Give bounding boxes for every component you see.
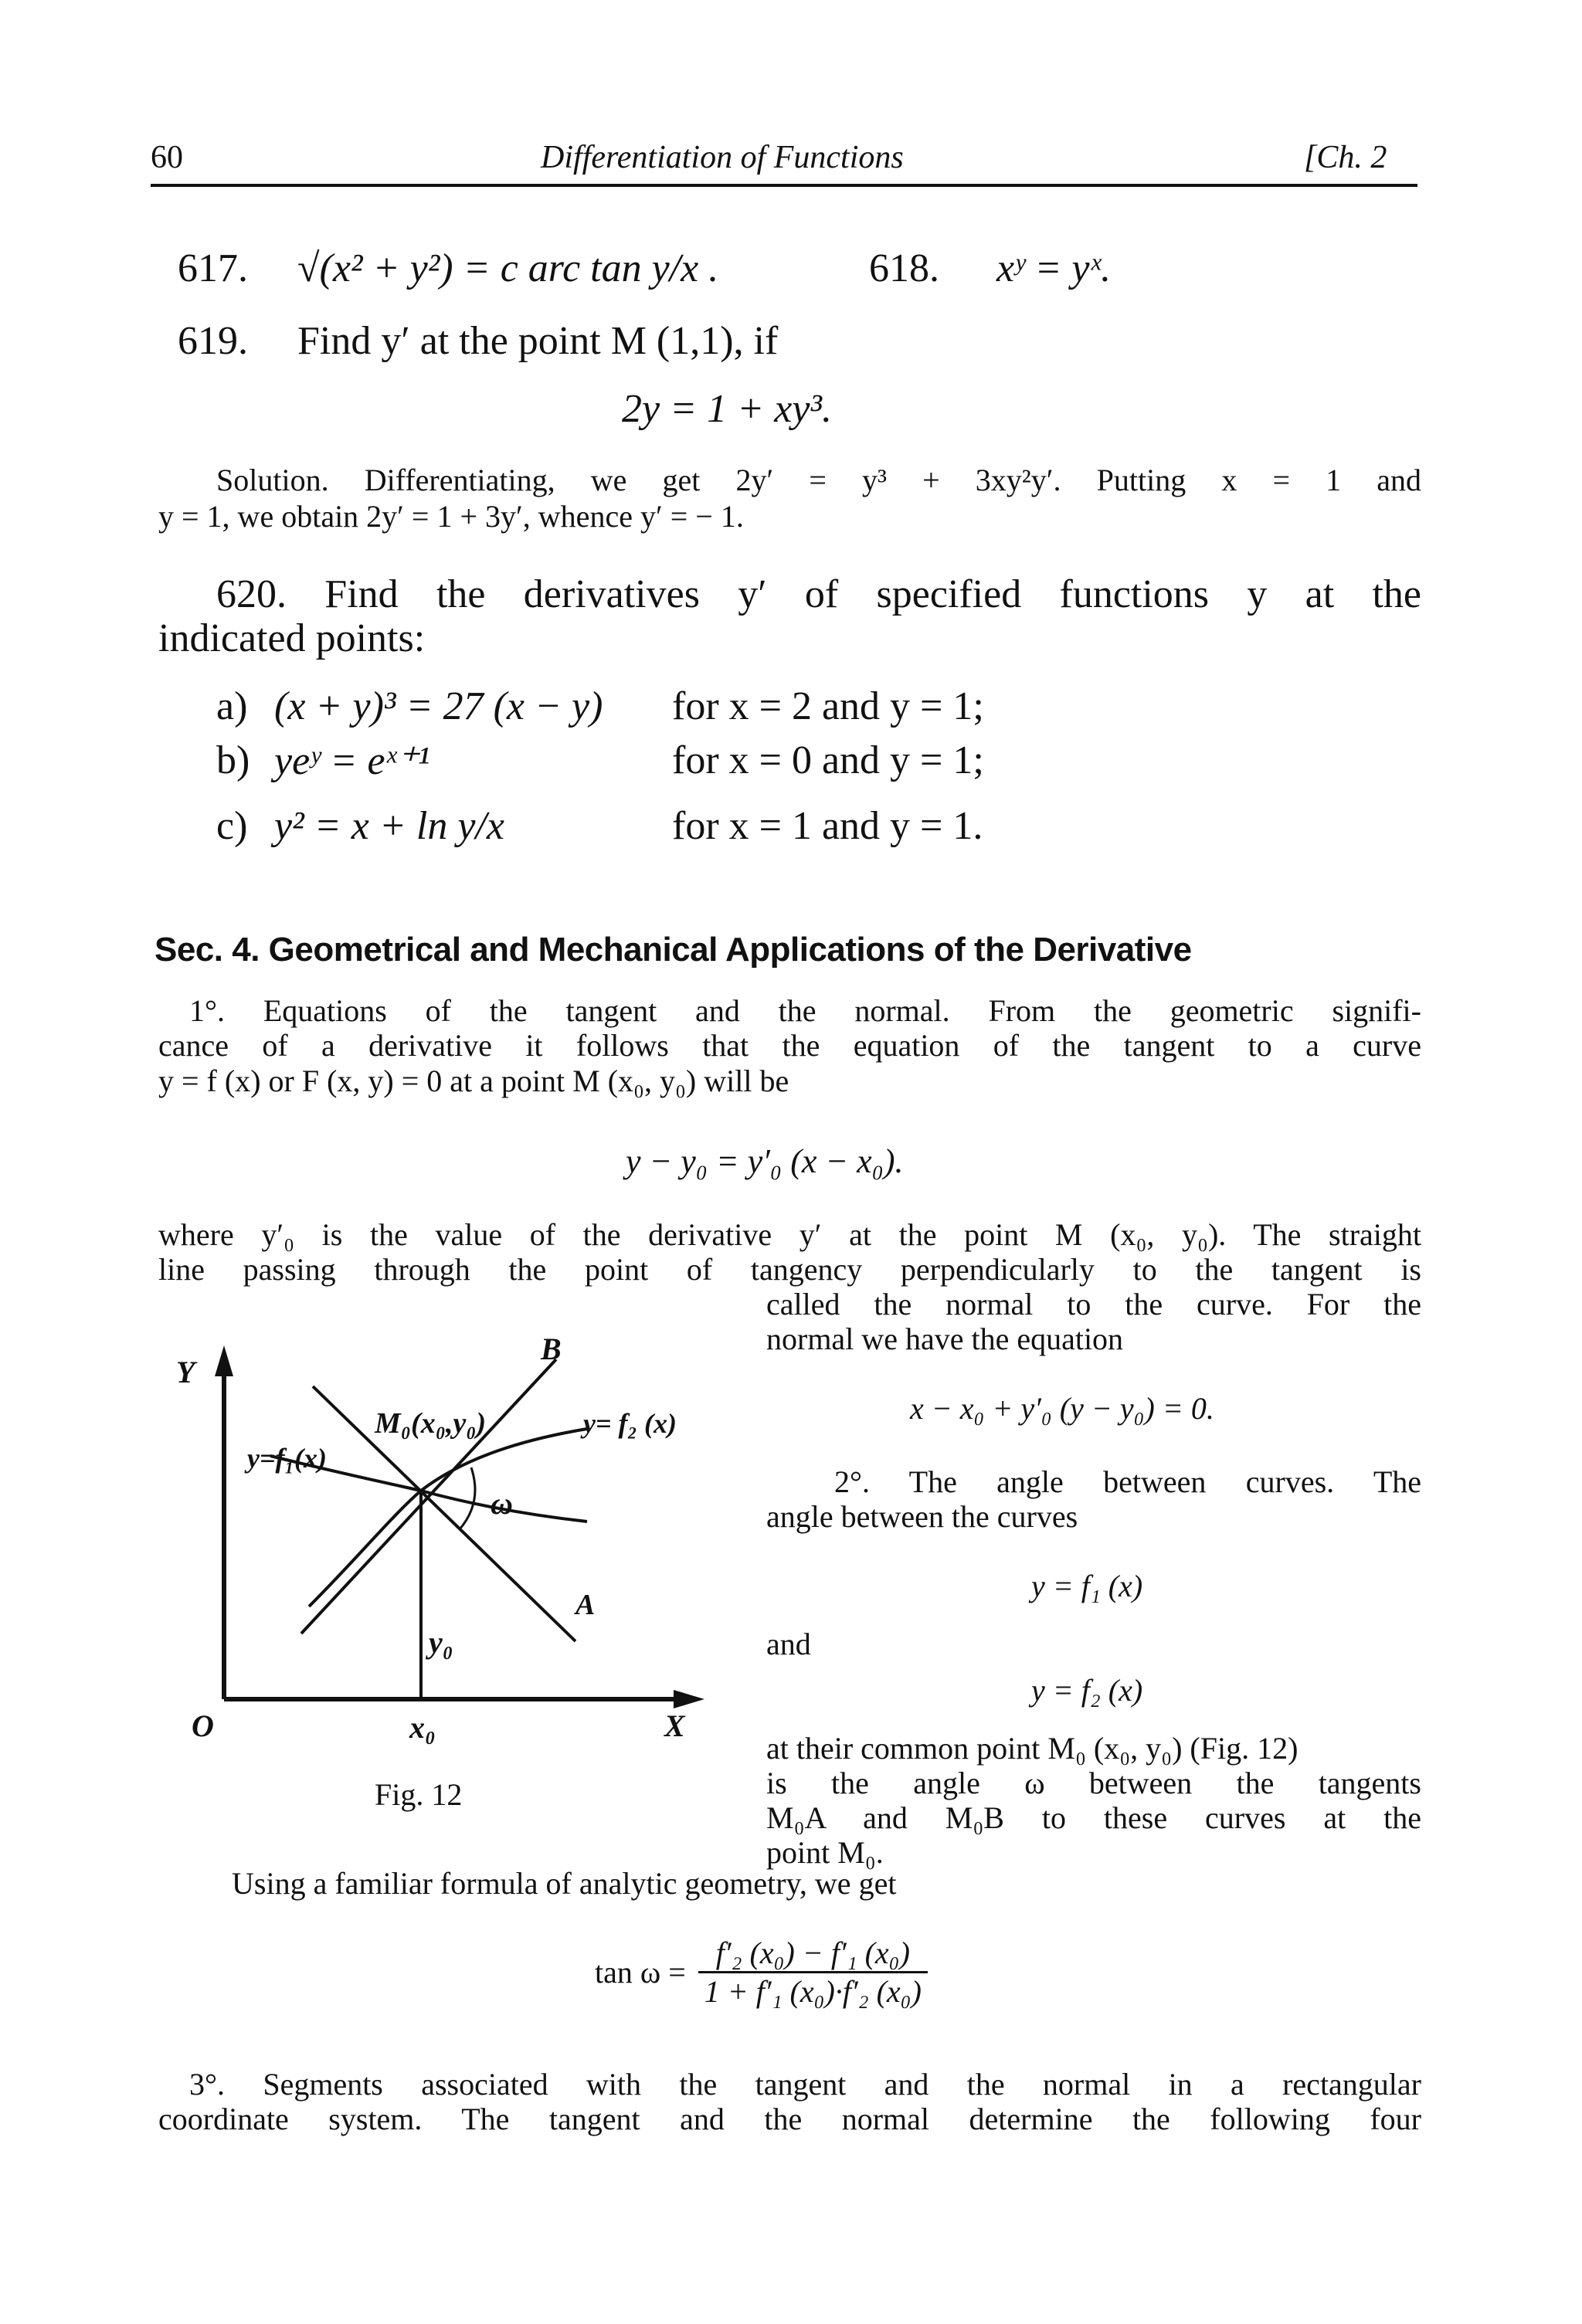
x-axis-arrow xyxy=(674,1690,704,1708)
section-2-line-1: 2°. The angle between curves. The xyxy=(834,1464,1421,1499)
section-1-line-6: called the normal to the curve. For the xyxy=(766,1287,1421,1321)
section-2-line-5: M₀A and M₀B to these curves at the xyxy=(766,1800,1421,1835)
label-M0: M₀(x₀,y₀) xyxy=(375,1407,487,1440)
section-1-line-5: line passing through the point of tangency perpendicularly to the tangent is xyxy=(158,1252,1421,1287)
section-1-line-3: y = f (x) or F (x, y) = 0 at a point M (x₀, y₀) will be xyxy=(158,1064,789,1098)
label-x0: x₀ xyxy=(409,1710,436,1745)
label-X: X xyxy=(664,1708,685,1743)
label-A: A xyxy=(575,1589,596,1621)
y-axis-arrow xyxy=(215,1345,233,1376)
section-2-line-2: angle between the curves xyxy=(766,1499,1078,1534)
item-b-condition: for x = 0 and y = 1; xyxy=(672,738,984,782)
solution-line-1: Solution. Differentiating, we get 2y′ = y³ + 3xy²y′. Putting x = 1 and xyxy=(216,463,1421,497)
problem-617-equation: √(x² + y²) = c arc tan y/x . xyxy=(297,246,719,290)
label-omega: ω xyxy=(491,1486,513,1521)
problem-618-equation: xʸ = yˣ. xyxy=(996,246,1112,290)
tan-formula-denominator: 1 + f′₁ (x₀)·f′₂ (x₀) xyxy=(704,1974,922,2009)
item-c-condition: for x = 1 and y = 1. xyxy=(672,804,983,848)
section-2-line-7: Using a familiar formula of analytic geometry, we get xyxy=(232,1866,897,1901)
problem-620-line-2: indicated points: xyxy=(158,616,426,660)
item-b-label: b) xyxy=(216,738,250,782)
tan-formula-lhs: tan ω = xyxy=(595,1955,686,1990)
running-title: Differentiation of Functions xyxy=(541,140,904,175)
section-2-line-4: is the angle ω between the tangents xyxy=(766,1766,1421,1800)
chapter-label: [Ch. 2 xyxy=(1304,140,1387,175)
section-2-line-6: point M₀. xyxy=(766,1835,884,1870)
label-y0: y₀ xyxy=(429,1625,453,1660)
tangent-equation: y − y₀ = y′₀ (x − x₀). xyxy=(626,1142,904,1180)
tan-formula-numerator: f′₂ (x₀) − f′₁ (x₀) xyxy=(698,1935,928,1973)
section-3-line-1: 3°. Segments associated with the tangent and the normal in a rectangular xyxy=(189,2067,1421,2102)
tangent-M0B xyxy=(301,1359,556,1634)
problem-620-line-1: 620. Find the derivatives y′ of specified functions y at the xyxy=(216,572,1421,616)
label-f1: y=f₁(x) xyxy=(247,1443,328,1474)
item-c-label: c) xyxy=(216,804,248,848)
tan-formula xyxy=(595,1935,928,2010)
problem-619-equation: 2y = 1 + xy³. xyxy=(622,387,833,431)
label-Y: Y xyxy=(176,1355,195,1389)
label-f2: y= f₂ (x) xyxy=(583,1408,677,1439)
section-1-line-2: cance of a derivative it follows that the equation of the tangent to a curve xyxy=(158,1028,1421,1063)
tan-formula-fraction xyxy=(698,1935,928,2010)
curve-1-equation: y = f₁ (x) xyxy=(1031,1569,1143,1603)
page-number: 60 xyxy=(151,140,183,175)
section-3-line-2: coordinate system. The tangent and the normal determine the following four xyxy=(158,2102,1421,2136)
section-title: Sec. 4. Geometrical and Mechanical Applications of the Derivative xyxy=(154,931,1192,969)
label-O: O xyxy=(192,1708,214,1743)
header-rule xyxy=(151,184,1417,187)
section-1-line-1: 1°. Equations of the tangent and the normal. From the geometric signifi- xyxy=(189,993,1421,1028)
curve-2-equation: y = f₂ (x) xyxy=(1031,1673,1143,1708)
normal-equation: x − x₀ + y′₀ (y − y₀) = 0. xyxy=(910,1391,1214,1426)
and-word: and xyxy=(766,1627,811,1661)
section-1-line-4: where y′₀ is the value of the derivative y′ at the point M (x₀, y₀). The straight xyxy=(158,1217,1421,1252)
item-a-condition: for x = 2 and y = 1; xyxy=(672,684,984,728)
item-a-equation: (x + y)³ = 27 (x − y) xyxy=(274,684,603,728)
label-B: B xyxy=(541,1332,562,1366)
item-b-equation: yeʸ = eˣ⁺¹ xyxy=(274,739,430,783)
omega-arc xyxy=(460,1467,475,1529)
section-2-line-3: at their common point M₀ (x₀, y₀) (Fig. 12) xyxy=(766,1731,1299,1766)
figure-12 xyxy=(154,1328,742,1761)
solution-line-2: y = 1, we obtain 2y′ = 1 + 3y′, whence y′ = − 1. xyxy=(158,499,744,534)
item-c-equation: y² = x + ln y/x xyxy=(274,804,504,848)
item-a-label: a) xyxy=(216,684,248,728)
section-1-line-7: normal we have the equation xyxy=(766,1321,1124,1356)
problem-618-number: 618. xyxy=(869,246,939,290)
problem-619-number: 619. xyxy=(178,319,248,363)
problem-619-text: Find y′ at the point M (1,1), if xyxy=(297,319,779,363)
figure-caption: Fig. 12 xyxy=(375,1777,463,1812)
problem-617-number: 617. xyxy=(178,246,248,290)
